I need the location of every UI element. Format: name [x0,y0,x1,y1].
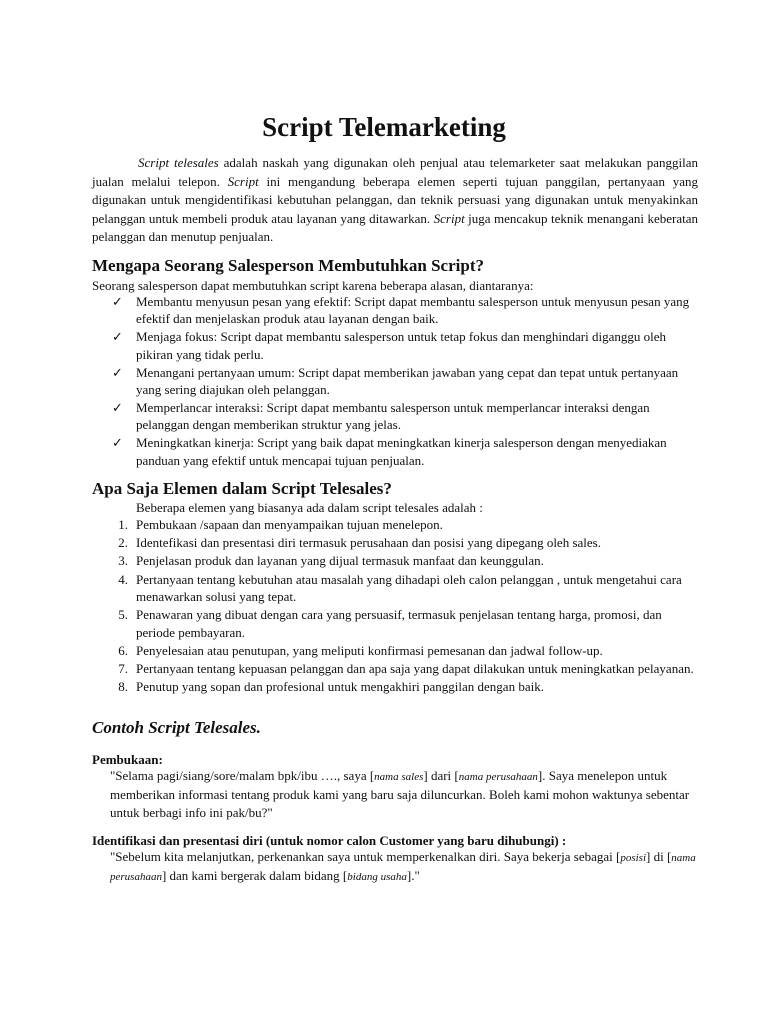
list-item: 8. Penutup yang sopan dan profesional untuk mengakhiri panggilan dengan baik. [118,679,544,695]
example-quote-opening: "Selama pagi/siang/sore/malam bpk/ibu …., saya [nama sales] dari [nama perusahaan]. Saya menelepon untuk memberikan informasi tentang produk kami yang baru saja diluncurkan. Boleh kami mohon waktunya sebentar untuk berbagi info ini pak/bu?" [110,768,690,820]
list-item: 6. Penyelesaian atau penutupan, yang meliputi konfirmasi pemesanan dan jadwal follow-up. [118,642,603,658]
checklist-item: ✓ Menjaga fokus: Script dapat membantu salesperson untuk tetap fokus dan menghindari diganggu oleh pikiran yang tidak perlu. [112,329,666,362]
section-lead: Seorang salesperson dapat membutuhkan script karena beberapa alasan, diantaranya: [92,278,534,293]
intro-term: Script [227,173,259,189]
checklist-item: ✓ Menangani pertanyaan umum: Script dapat memberikan jawaban yang cepat dan tepat untuk pertanyaan yang sering diajukan oleh pelanggan. [112,364,679,398]
section-heading-elements: Apa Saja Elemen dalam Script Telesales? [92,479,392,498]
intro-paragraph: Script telesales adalah naskah yang digunakan oleh penjual atau telemarketer saat melakukan panggilan jualan melalui telepon. Script ini mengandung beberapa elemen seperti tujuan panggilan, pertanyaan yang digunakan untuk mengidentifikasi kebutuhan pelanggan, dan teknik persuasi yang digunakan untuk menyakinkan pelanggan untuk membeli produk atau layanan yang ditawarkan. Script juga mencakup teknik menangani keberatan pelanggan dan menutup penjualan. [92,155,698,244]
list-item: 4. Pertanyaan tentang kebutuhan atau masalah yang dihadapi oleh calon pelanggan , untuk mengetahui cara menawarkan solusi yang tepat. [118,571,682,605]
checklist-item: ✓ Membantu menyusun pesan yang efektif: Script dapat membantu salesperson untuk menyusun pesan yang efektif dan menjelaskan produk atau layanan dengan baik. [112,294,690,327]
list-item: 2. Identefikasi dan presentasi diri termasuk perusahaan dan posisi yang dipegang oleh sales. [118,535,601,551]
placeholder: posisi [620,852,647,864]
checklist-item: ✓ Meningkatkan kinerja: Script yang baik dapat meningkatkan kinerja salesperson dengan menyediakan panduan yang efektif untuk mencapai tujuan penjualan. [112,435,667,468]
check-icon: ✓ [112,435,123,451]
reasons-checklist [110,293,700,470]
example-quote-identification: "Sebelum kita melanjutkan, perkenankan saya untuk memperkenalkan diri. Saya bekerja sebagai [posisi] di [nama perusahaan] dan kami bergerak dalam bidang [bidang usaha]." [110,849,696,883]
check-icon: ✓ [112,329,123,345]
placeholder: nama perusahaan [458,771,538,783]
section-lead: Beberapa elemen yang biasanya ada dalam script telesales adalah : [136,500,483,515]
example-subheading-opening: Pembukaan: [92,752,163,767]
example-subheading-identification: Identifikasi dan presentasi diri (untuk nomor calon Customer yang baru dihubungi) : [92,833,567,848]
section-heading-why-script: Mengapa Seorang Salesperson Membutuhkan Script? [92,256,484,275]
list-item: 7. Pertanyaan tentang kepuasan pelanggan dan apa saja yang dapat dilakukan untuk meningkatkan pelayanan. [118,661,694,677]
intro-term: Script [433,210,465,226]
list-item: 3. Penjelasan produk dan layanan yang dijual termasuk manfaat dan keunggulan. [118,553,544,569]
section-heading-examples: Contoh Script Telesales. [92,718,261,737]
page-title: Script Telemarketing [262,112,506,142]
elements-numbered-list [110,516,700,696]
placeholder: nama sales [374,771,424,783]
list-item: 1. Pembukaan /sapaan dan menyampaikan tujuan menelepon. [118,517,443,532]
checklist-item: ✓ Memperlancar interaksi: Script dapat membantu salesperson untuk memperlancar interaksi dengan pelanggan dengan memberikan struktur yang jelas. [112,399,650,433]
check-icon: ✓ [112,399,123,415]
placeholder: bidang usaha [347,871,407,883]
list-item: 5. Penawaran yang dibuat dengan cara yang persuasif, termasuk penjelasan tentang harga, promosi, dan periode pembayaran. [118,607,662,640]
check-icon: ✓ [112,294,123,309]
check-icon: ✓ [112,364,123,380]
placeholder: nama perusahaan [110,852,696,883]
intro-term: Script telesales [138,155,219,170]
